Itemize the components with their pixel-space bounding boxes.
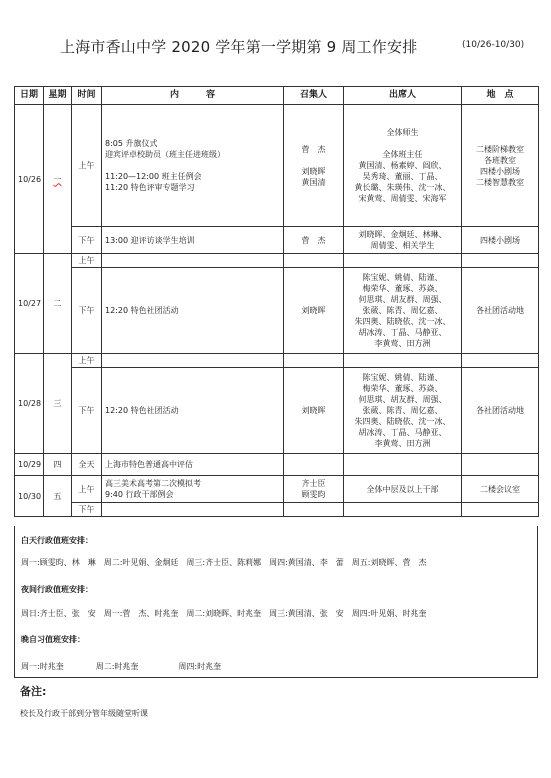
time-cell: 下午 [72,227,102,254]
night-duty-heading: 夜间行政值班安排： [21,585,93,594]
attendees-cell: 陈宝妮、姚倩、陆谨、 梅荣华、董琢、苏焱、 何思琪、胡友群、周强、 张葳、陈青、周亿嘉、 朱四奥、陆晓依、沈一冰、 胡冰涛、丁晶、马静亚、 李黄莺、田方洲 [344,268,462,354]
table-row [15,368,539,454]
schedule-table [14,86,539,517]
content-cell: 高三美术高考第二次模拟考 9:40 行政干部例会 [102,476,284,503]
content-cell [102,254,284,268]
time-cell: 上午 [72,254,102,268]
time-cell: 上午 [72,476,102,503]
date-cell: 10/27 [15,254,44,354]
convener-cell: 菅 杰 刘晓晖 黄国清 [284,105,344,227]
attendees-cell [344,503,462,517]
table-row [15,105,539,227]
day-duty-text: 周一:顾雯昀、林 琳 周二:叶见娟、金炯廷 周三:齐士臣、陈莉娜 周四:黄国清、李 蕾 周五:刘晓晖、菅 杰 [21,558,427,567]
table-row [15,454,539,476]
date-cell: 10/29 [15,454,44,476]
night-duty-text: 周日:齐士臣、张 安 周一:菅 杰、时兆奎 周二:刘晓晖、时兆奎 周三:黄国清、张 安 周四:叶见娟、时兆奎 [21,609,427,618]
duty-notes [14,526,538,678]
table-row [15,354,539,368]
remark-text: 校长及行政干部到分管年级随堂听课 [20,709,148,718]
convener-cell [284,254,344,268]
day-duty-heading: 白天行政值班安排： [21,536,93,545]
evening-study-heading: 晚自习值班安排： [21,635,85,644]
content-cell: 上海市特色普通高中评估 [102,454,284,476]
time-cell: 下午 [72,503,102,517]
convener-cell: 齐士臣 顾雯昀 [284,476,344,503]
time-cell: 下午 [72,368,102,454]
header-time: 时间 [72,87,102,105]
attendees-cell: 全体中层及以上干部 [344,476,462,503]
convener-cell: 刘晓晖 [284,268,344,354]
header-attendees: 出席人 [344,87,462,105]
header-location: 地 点 [462,87,539,105]
header-content: 内 容 [102,87,284,105]
weekday-cell: 五 [44,476,72,517]
weekday-cell: 三 [44,354,72,454]
attendees-cell [344,254,462,268]
evening-study-text: 周一:时兆奎 周二:时兆奎 周四:时兆奎 [21,662,222,671]
attendees-cell: 刘晓晖、金炯廷、林琳、 周倩雯、相关学生 [344,227,462,254]
content-cell: 12:20 特色社团活动 [102,368,284,454]
attendees-cell: 全体师生 全体班主任 黄国清、杨素婷、阎欣、 吴秀琦、董丽、丁晶、 黄长璐、朱瑛伟、沈一冰、 宋黄莺、周倩雯、宋海军 [344,105,462,227]
table-row [15,254,539,268]
date-range: (10/26-10/30) [462,40,525,50]
date-cell: 10/30 [15,476,44,517]
header-convener: 召集人 [284,87,344,105]
header-row [15,87,539,105]
convener-cell: 刘晓晖 [284,368,344,454]
location-cell [462,503,539,517]
time-cell: 上午 [72,354,102,368]
time-cell: 上午 [72,105,102,227]
content-cell: 12:20 特色社团活动 [102,268,284,354]
convener-cell [284,454,344,476]
location-cell: 二楼阶梯教室 各班教室 四楼小剧场 二楼智慧教室 [462,105,539,227]
location-cell [462,454,539,476]
weekday-cell: 二 [44,254,72,354]
convener-cell [284,354,344,368]
header-weekday: 星期 [44,87,72,105]
time-cell: 全天 [72,454,102,476]
weekday-cell: 四 [44,454,72,476]
table-row [15,503,539,517]
remark-label: 备注: [20,685,47,698]
attendees-cell [344,454,462,476]
time-cell: 下午 [72,268,102,354]
location-cell [462,354,539,368]
table-row [15,227,539,254]
location-cell: 二楼会议室 [462,476,539,503]
table-row [15,268,539,354]
location-cell [462,254,539,268]
convener-cell [284,503,344,517]
location-cell: 各社团活动地 [462,368,539,454]
header-date: 日期 [15,87,44,105]
page-title: 上海市香山中学 2020 学年第一学期第 9 周工作安排 [60,38,418,56]
content-cell: 8:05 升旗仪式 迎宾评卓校助员（班主任进班级） 11:20—12:00 班主任例会 11:20 特色评审专题学习 [102,105,284,227]
content-cell: 13:00 迎评访谈学生培训 [102,227,284,254]
weekday-cell: 一 [44,105,72,254]
location-cell: 四楼小剧场 [462,227,539,254]
convener-cell: 菅 杰 [284,227,344,254]
content-cell [102,354,284,368]
attendees-cell: 陈宝妮、姚倩、陆谨、 梅荣华、董琢、苏焱、 何思琪、胡友群、周强、 张葳、陈青、周亿嘉、 朱四奥、陆晓依、沈一冰、 胡冰涛、丁晶、马静亚、 李黄莺、田方洲 [344,368,462,454]
date-cell: 10/28 [15,354,44,454]
location-cell: 各社团活动地 [462,268,539,354]
date-cell: 10/26 [15,105,44,254]
content-cell [102,503,284,517]
table-row [15,476,539,503]
attendees-cell [344,354,462,368]
